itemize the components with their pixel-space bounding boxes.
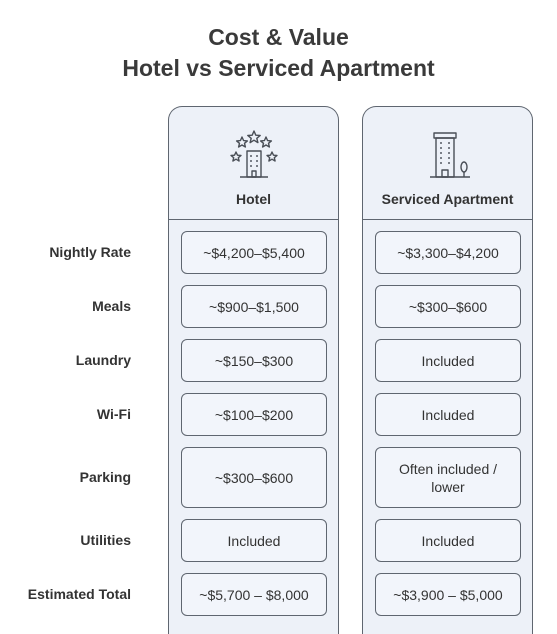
hotel-cell-parking: ~$300–$600 [181, 447, 327, 508]
apartment-cell-parking: Often included / lower [375, 447, 521, 508]
row-label-meals: Meals [92, 298, 131, 314]
apartment-column-header [363, 107, 532, 220]
diagram-title [0, 22, 557, 84]
apartment-cell-utilities: Included [375, 519, 521, 562]
hotel-column-title: Hotel [236, 191, 271, 207]
row-label-wifi: Wi-Fi [96, 406, 131, 422]
title-line-2: Hotel vs Serviced Apartment [122, 55, 435, 81]
apartment-cell-estimated-total: ~$3,900 – $5,000 [375, 573, 521, 616]
hotel-cell-meals: ~$900–$1,500 [181, 285, 327, 328]
hotel-cell-utilities: Included [181, 519, 327, 562]
row-label-estimated-total: Estimated Total [27, 586, 131, 602]
apartment-building-icon [420, 127, 476, 183]
hotel-stars-icon [226, 127, 282, 183]
row-label-utilities: Utilities [80, 532, 131, 548]
apartment-cell-meals: ~$300–$600 [375, 285, 521, 328]
apartment-column-title: Serviced Apartment [381, 191, 514, 207]
hotel-cell-estimated-total: ~$5,700 – $8,000 [181, 573, 327, 616]
apartment-cell-nightly-rate: ~$3,300–$4,200 [375, 231, 521, 274]
hotel-cell-laundry: ~$150–$300 [181, 339, 327, 382]
title-line-1: Cost & Value [208, 24, 349, 50]
apartment-cell-wifi: Included [375, 393, 521, 436]
apartment-cell-laundry: Included [375, 339, 521, 382]
hotel-column-header [169, 107, 338, 220]
hotel-cell-wifi: ~$100–$200 [181, 393, 327, 436]
row-label-laundry: Laundry [75, 352, 131, 368]
row-label-parking: Parking [79, 469, 131, 485]
row-label-nightly-rate: Nightly Rate [49, 244, 131, 260]
hotel-cell-nightly-rate: ~$4,200–$5,400 [181, 231, 327, 274]
